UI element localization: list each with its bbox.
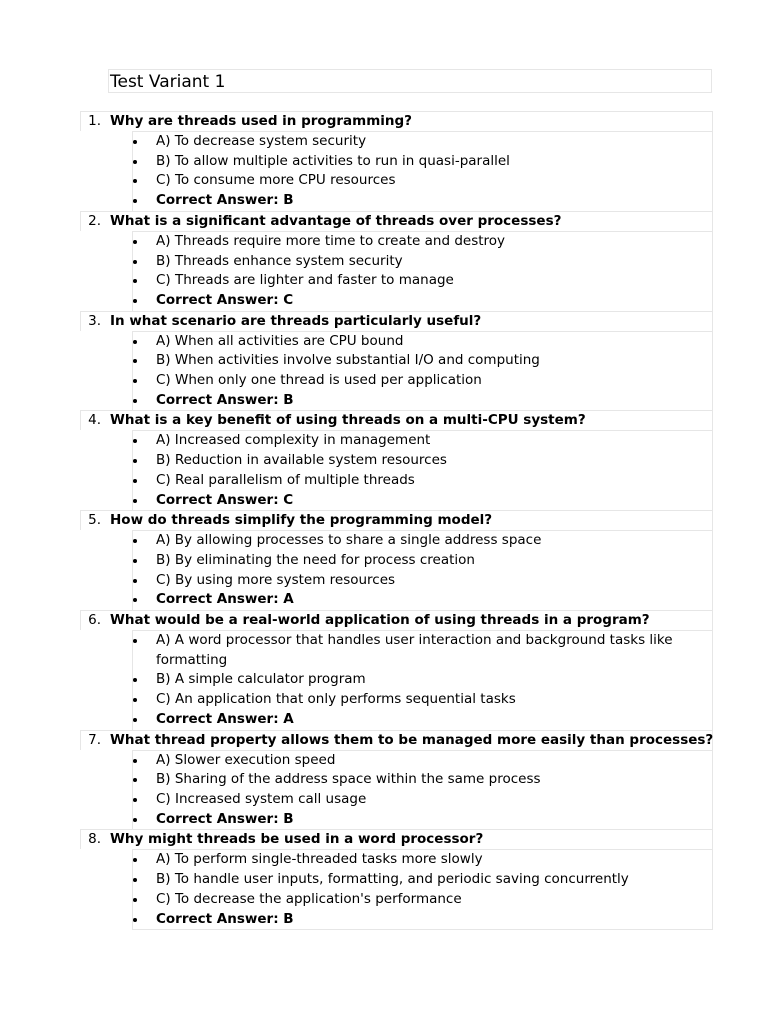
bullet-icon <box>133 718 139 722</box>
bullet-icon <box>133 678 139 682</box>
bullet-icon <box>133 160 139 164</box>
bullet-icon <box>133 798 139 802</box>
question-number: 7. <box>88 731 101 748</box>
question-number: 8. <box>88 831 101 848</box>
option-item <box>133 332 712 352</box>
option-item <box>133 171 712 191</box>
question-number: 5. <box>88 512 101 529</box>
question-text: Why might threads be used in a word processor? <box>110 831 484 848</box>
correct-answer-text: Correct Answer: A <box>156 710 294 727</box>
option-item <box>133 631 712 670</box>
option-text: A) Threads require more time to create and destroy <box>156 232 506 249</box>
option-item <box>133 850 712 870</box>
option-text: A) By allowing processes to share a single address space <box>156 532 542 549</box>
question-number: 6. <box>88 612 101 629</box>
bullet-icon <box>133 559 139 563</box>
option-text: C) When only one thread is used per application <box>156 372 482 389</box>
option-item <box>133 271 712 291</box>
option-text: B) To handle user inputs, formatting, and periodic saving concurrently <box>156 871 629 888</box>
question-3 <box>80 311 713 411</box>
correct-answer-item <box>133 910 712 930</box>
bullet-icon <box>133 439 139 443</box>
option-text: C) Increased system call usage <box>156 790 367 807</box>
bullet-icon <box>133 340 139 344</box>
correct-answer-item <box>133 291 712 311</box>
question-5 <box>80 510 713 610</box>
question-4 <box>80 410 713 510</box>
correct-answer-item <box>133 810 712 830</box>
correct-answer-item <box>133 491 712 511</box>
bullet-icon <box>133 299 139 303</box>
question-text: In what scenario are threads particularly useful? <box>110 312 482 329</box>
bullet-icon <box>133 918 139 922</box>
option-text: A) A word processor that handles user interaction and background tasks like formatting <box>156 632 673 668</box>
options-list <box>132 430 713 510</box>
question-number: 4. <box>88 412 101 429</box>
correct-answer-text: Correct Answer: C <box>156 491 294 508</box>
correct-answer-item <box>133 590 712 610</box>
option-text: C) Real parallelism of multiple threads <box>156 471 415 488</box>
question-text: How do threads simplify the programming model? <box>110 512 493 529</box>
question-row <box>80 610 713 630</box>
bullet-icon <box>133 878 139 882</box>
option-item <box>133 471 712 491</box>
question-text: Why are threads used in programming? <box>110 113 413 129</box>
option-text: B) When activities involve substantial I/O and computing <box>156 352 540 369</box>
option-item <box>133 571 712 591</box>
option-text: C) Threads are lighter and faster to manage <box>156 272 454 289</box>
option-text: B) Sharing of the address space within the same process <box>156 771 541 788</box>
option-item <box>133 751 712 771</box>
question-2 <box>80 211 713 311</box>
option-text: A) To decrease system security <box>156 133 367 149</box>
option-text: A) When all activities are CPU bound <box>156 332 404 349</box>
option-item <box>133 551 712 571</box>
question-list <box>80 111 713 930</box>
correct-answer-text: Correct Answer: B <box>156 810 294 827</box>
bullet-icon <box>133 359 139 363</box>
correct-answer-item <box>133 191 712 211</box>
document-title: Test Variant 1 <box>110 72 226 92</box>
options-list <box>132 231 713 311</box>
bullet-icon <box>133 759 139 763</box>
bullet-icon <box>133 639 139 643</box>
options-list <box>132 331 713 411</box>
option-text: B) Reduction in available system resources <box>156 452 447 469</box>
correct-answer-text: Correct Answer: C <box>156 291 294 308</box>
options-list <box>132 849 713 930</box>
option-text: C) To decrease the application's performance <box>156 890 462 907</box>
question-row <box>80 311 713 331</box>
question-1 <box>80 111 713 211</box>
option-item <box>133 132 712 152</box>
option-item <box>133 351 712 371</box>
question-row <box>80 211 713 231</box>
bullet-icon <box>133 399 139 403</box>
bullet-icon <box>133 778 139 782</box>
option-item <box>133 232 712 252</box>
question-row <box>80 111 713 131</box>
option-item <box>133 531 712 551</box>
option-text: C) By using more system resources <box>156 571 396 588</box>
options-list <box>132 750 713 830</box>
bullet-icon <box>133 479 139 483</box>
option-item <box>133 690 712 710</box>
option-item <box>133 890 712 910</box>
option-item <box>133 770 712 790</box>
question-row <box>80 410 713 430</box>
option-text: B) A simple calculator program <box>156 671 366 688</box>
bullet-icon <box>133 598 139 602</box>
question-number: 3. <box>88 312 101 329</box>
bullet-icon <box>133 140 139 144</box>
question-text: What is a significant advantage of threads over processes? <box>110 212 562 229</box>
correct-answer-text: Correct Answer: B <box>156 391 294 408</box>
question-row <box>80 829 713 849</box>
bullet-icon <box>133 279 139 283</box>
bullet-icon <box>133 858 139 862</box>
option-item <box>133 670 712 690</box>
option-text: C) An application that only performs sequential tasks <box>156 691 516 708</box>
bullet-icon <box>133 579 139 583</box>
option-item <box>133 252 712 272</box>
options-list <box>132 630 713 730</box>
question-text: What is a key benefit of using threads on a multi-CPU system? <box>110 412 586 429</box>
option-text: B) To allow multiple activities to run in quasi-parallel <box>156 152 510 169</box>
question-row <box>80 510 713 530</box>
correct-answer-item <box>133 710 712 730</box>
question-number: 1. <box>88 113 101 129</box>
option-text: A) Increased complexity in management <box>156 432 431 449</box>
question-row <box>80 730 713 750</box>
question-7 <box>80 730 713 830</box>
question-text: What thread property allows them to be managed more easily than processes? <box>110 731 714 748</box>
option-text: B) Threads enhance system security <box>156 252 403 269</box>
options-list <box>132 131 713 211</box>
correct-answer-text: Correct Answer: A <box>156 591 294 608</box>
options-list <box>132 530 713 610</box>
option-item <box>133 870 712 890</box>
option-item <box>133 431 712 451</box>
option-text: C) To consume more CPU resources <box>156 172 396 189</box>
bullet-icon <box>133 539 139 543</box>
bullet-icon <box>133 240 139 244</box>
bullet-icon <box>133 459 139 463</box>
option-text: A) To perform single-threaded tasks more slowly <box>156 851 483 868</box>
option-item <box>133 451 712 471</box>
question-8 <box>80 829 713 930</box>
bullet-icon <box>133 199 139 203</box>
option-item <box>133 371 712 391</box>
option-item <box>133 152 712 172</box>
question-text: What would be a real-world application of using threads in a program? <box>110 612 650 629</box>
bullet-icon <box>133 179 139 183</box>
option-item <box>133 790 712 810</box>
question-number: 2. <box>88 212 101 229</box>
bullet-icon <box>133 499 139 503</box>
bullet-icon <box>133 898 139 902</box>
option-text: A) Slower execution speed <box>156 751 336 768</box>
question-6 <box>80 610 713 730</box>
option-text: B) By eliminating the need for process creation <box>156 551 475 568</box>
bullet-icon <box>133 260 139 264</box>
correct-answer-item <box>133 391 712 411</box>
bullet-icon <box>133 698 139 702</box>
correct-answer-text: Correct Answer: B <box>156 192 294 209</box>
bullet-icon <box>133 818 139 822</box>
bullet-icon <box>133 379 139 383</box>
correct-answer-text: Correct Answer: B <box>156 910 294 927</box>
